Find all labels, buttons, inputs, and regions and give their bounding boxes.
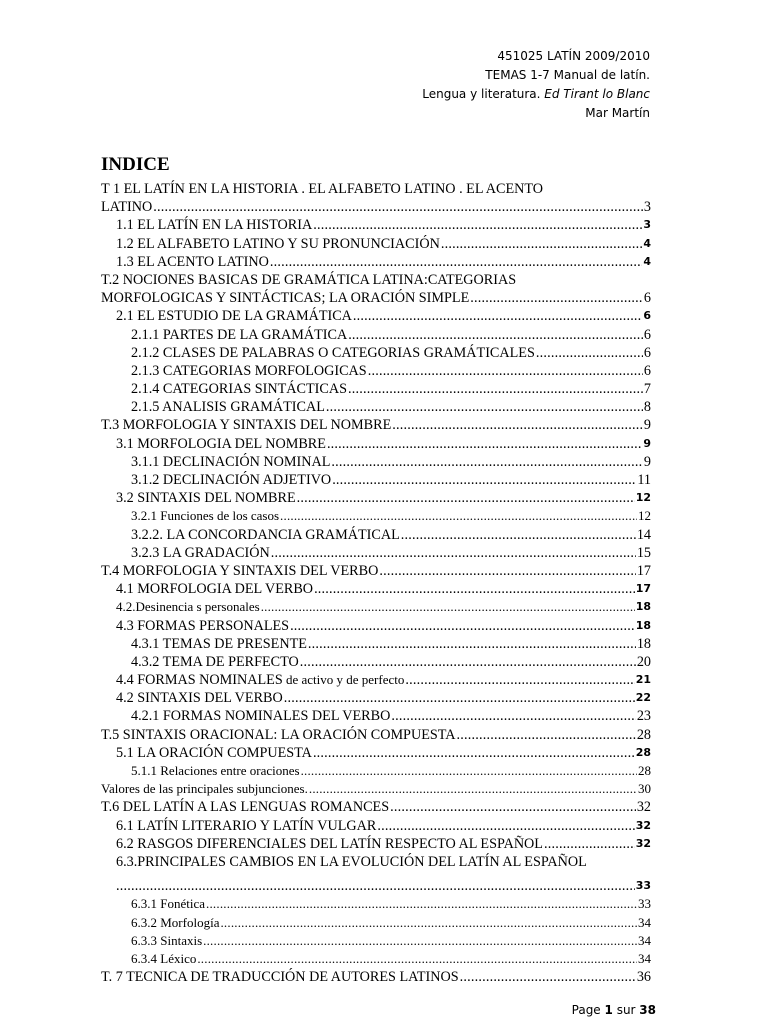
toc-entry-label: 1.2 EL ALFABETO LATINO Y SU PRONUNCIACIÓN: [116, 235, 440, 252]
leader-dots: [271, 544, 636, 562]
toc-entry-5-1[interactable]: [101, 744, 651, 762]
toc-page-number: 20: [636, 653, 651, 670]
toc-page-number: 18: [635, 600, 651, 614]
leader-dots: [326, 398, 643, 416]
leader-dots: [353, 307, 642, 325]
toc-page-number: 15: [636, 544, 651, 561]
toc-entry-4-4[interactable]: [101, 671, 651, 689]
toc-page-number: 28: [635, 745, 651, 759]
toc-page-number: 6: [643, 309, 651, 323]
header-author: Mar Martín: [585, 106, 650, 120]
toc-entry-6-3-line1[interactable]: [101, 853, 651, 871]
toc-entry-t2[interactable]: [101, 289, 651, 307]
header-course: 451025 LATÍN 2009/2010: [497, 49, 650, 63]
toc-entry-3-2-3[interactable]: [101, 544, 651, 562]
leader-dots: [314, 580, 635, 598]
leader-dots: [313, 744, 635, 762]
toc-entry-6-2[interactable]: [101, 835, 651, 853]
header-book-publisher: Ed Tirant lo Blanc: [544, 87, 650, 101]
leader-dots: [300, 653, 636, 671]
toc-page-number: 34: [638, 932, 651, 948]
toc-entry-label: 6.2 RASGOS DIFERENCIALES DEL LATÍN RESPECTO AL ESPAÑOL: [116, 835, 543, 852]
leader-dots: [470, 289, 643, 307]
toc-entry-3-1-2[interactable]: [101, 471, 651, 489]
toc-entry-label: 3.1.1 DECLINACIÓN NOMINAL: [131, 453, 331, 470]
page-title: INDICE: [101, 154, 170, 175]
toc-page-number: 9: [643, 417, 651, 434]
toc-page-number: 6: [643, 344, 651, 361]
toc-page-number: 18: [635, 618, 651, 632]
toc-entry-valores[interactable]: [101, 780, 651, 798]
toc-entry-3-1[interactable]: [101, 435, 651, 453]
toc-page-number: 3: [643, 218, 651, 232]
toc-entry-6-3-4[interactable]: [101, 950, 651, 968]
leader-dots: [391, 707, 635, 725]
toc-page-number: 12: [635, 491, 651, 505]
leader-dots: [544, 835, 635, 853]
toc-page-number: 28: [638, 763, 651, 779]
toc-entry-4-3-1[interactable]: [101, 635, 651, 653]
toc-entry-6-3-2[interactable]: [101, 914, 651, 932]
leader-dots: [206, 895, 637, 913]
leader-dots: [270, 253, 642, 271]
toc-page-number: 32: [636, 799, 651, 816]
toc-entry-label: 3.2.3 LA GRADACIÓN: [131, 544, 270, 561]
leader-dots: [405, 671, 634, 689]
toc-entry-label: 4.2.1 FORMAS NOMINALES DEL VERBO: [131, 708, 391, 725]
footer-page-number: 1: [604, 1003, 613, 1017]
toc-entry-3-2-1[interactable]: [101, 507, 651, 525]
leader-dots: [348, 380, 643, 398]
toc-entry-2-1-4[interactable]: [101, 380, 651, 398]
toc-entry-t6[interactable]: [101, 798, 651, 816]
leader-dots: [377, 817, 634, 835]
toc-page-number: 9: [643, 436, 651, 450]
leader-dots: [536, 344, 643, 362]
leader-dots: [203, 932, 637, 950]
leader-dots: [313, 216, 642, 234]
toc-entry-label: 2.1.1 PARTES DE LA GRAMÁTICA: [131, 326, 348, 343]
toc-page-number: 6: [643, 326, 651, 343]
toc-page-number: 28: [636, 726, 651, 743]
leader-dots: [331, 453, 643, 471]
leader-dots: [290, 617, 635, 635]
toc-entry-label: 5.1 LA ORACIÓN COMPUESTA: [116, 744, 312, 761]
toc-entry-t5[interactable]: [101, 726, 651, 744]
toc-entry-label: 4.3 FORMAS PERSONALES: [116, 617, 290, 634]
toc-page-number: 14: [636, 526, 651, 543]
leader-dots: [261, 598, 635, 616]
toc-entry-label: 6.3.2 Morfología: [131, 914, 220, 930]
leader-dots: [460, 968, 636, 986]
toc-page-number: 36: [636, 969, 651, 986]
toc-entry-4-1[interactable]: [101, 580, 651, 598]
toc-page-number: 21: [635, 673, 651, 687]
toc-entry-label: 6.3.4 Léxico: [131, 950, 197, 966]
toc-page-number: 9: [643, 453, 651, 470]
toc-entry-2-1[interactable]: [101, 307, 651, 325]
toc-page-number: 11: [637, 472, 651, 489]
toc-entry-2-1-3[interactable]: [101, 362, 651, 380]
toc-entry-label: 3.2.2. LA CONCORDANCIA GRAMÁTICAL: [131, 526, 400, 543]
toc-page-number: 34: [638, 914, 651, 930]
leader-dots: [153, 198, 643, 216]
header-book-title: Lengua y literatura.: [422, 87, 545, 101]
toc-entry-label: 3.1.2 DECLINACIÓN ADJETIVO: [131, 472, 332, 489]
leader-dots: [368, 362, 643, 380]
leader-dots: [441, 235, 643, 253]
toc-entry-label: 2.1.4 CATEGORIAS SINTÁCTICAS: [131, 381, 347, 398]
toc-entry-t7[interactable]: [101, 968, 651, 986]
toc-page-number: 12: [638, 508, 651, 524]
toc-entry-label: 2.1.2 CLASES DE PALABRAS O CATEGORIAS GRAMÁTICALES: [131, 344, 535, 361]
toc-entry-t2-line1[interactable]: [101, 271, 651, 289]
toc-entry-6-3-1[interactable]: [101, 895, 651, 913]
leader-dots: [379, 562, 635, 580]
toc-entry-label: 5.1.1 Relaciones entre oraciones: [131, 763, 300, 779]
toc-entry-label: 2.1.3 CATEGORIAS MORFOLOGICAS: [131, 362, 367, 379]
toc-entry-label: T. 7 TECNICA DE TRADUCCIÓN DE AUTORES LATINOS: [101, 969, 459, 986]
leader-dots: [284, 689, 635, 707]
toc-entry-label: 6.1 LATÍN LITERARIO Y LATÍN VULGAR: [116, 817, 377, 834]
toc-entry-label: 4.3.2 TEMA DE PERFECTO: [131, 653, 299, 670]
toc-entry-label: LATINO: [101, 199, 153, 216]
toc-page-number: 32: [635, 836, 651, 850]
toc-entry-label: 1.1 EL LATÍN EN LA HISTORIA: [116, 217, 313, 234]
toc-entry-4-3-2[interactable]: [101, 653, 651, 671]
toc-entry-3-2[interactable]: [101, 489, 651, 507]
toc-entry-label: 4.2.Desinencia s personales: [116, 599, 260, 615]
toc-page-number: 7: [643, 381, 651, 398]
footer-of-label: sur: [612, 1003, 640, 1017]
header-topics: TEMAS 1-7 Manual de latín.: [485, 68, 650, 82]
toc-entry-label: T.6 DEL LATÍN A LAS LENGUAS ROMANCES: [101, 799, 390, 816]
toc-page-number: 4: [643, 236, 651, 250]
toc-entry-label: Valores de las principales subjunciones.: [101, 781, 308, 797]
toc-entry-label-main: 4.4 FORMAS NOMINALES: [116, 672, 283, 689]
toc-page-number: 3: [643, 199, 651, 216]
toc-entry-6-3-3[interactable]: [101, 932, 651, 950]
toc-page-number: 8: [643, 399, 651, 416]
toc-page-number: 33: [638, 896, 651, 912]
toc-entry-label: 4.3.1 TEMAS DE PRESENTE: [131, 635, 307, 652]
toc-entry-4-2-desinencias[interactable]: [101, 598, 651, 616]
toc-entry-t4[interactable]: [101, 562, 651, 580]
toc-page-number: 23: [636, 708, 651, 725]
leader-dots: [308, 635, 636, 653]
toc-entry-2-1-1[interactable]: [101, 326, 651, 344]
toc-page-number: 17: [635, 582, 651, 596]
toc-entry-2-1-2[interactable]: [101, 344, 651, 362]
toc-entry-t1-line1[interactable]: [101, 180, 651, 198]
toc-entry-label: 1.3 EL ACENTO LATINO: [116, 253, 269, 270]
leader-dots: [197, 950, 637, 968]
toc-entry-label: 6.3.1 Fonética: [131, 896, 206, 912]
toc-page-number: 32: [635, 818, 651, 832]
toc-page-number: 6: [643, 290, 651, 307]
document-header: [422, 47, 650, 123]
toc-entry-label: T.2 NOCIONES BASICAS DE GRAMÁTICA LATINA:CATEGORIAS: [101, 271, 517, 288]
table-of-contents: [101, 180, 651, 986]
toc-entry-t3[interactable]: [101, 416, 651, 434]
toc-page-number: 34: [638, 950, 651, 966]
leader-dots: [327, 435, 642, 453]
toc-entry-1-3[interactable]: [101, 253, 651, 271]
toc-page-number: 33: [635, 879, 651, 893]
leader-dots: [390, 798, 636, 816]
toc-entry-2-1-5[interactable]: [101, 398, 651, 416]
leader-dots: [401, 526, 636, 544]
toc-entry-5-1-1[interactable]: [101, 762, 651, 780]
toc-entry-1-2[interactable]: [101, 235, 651, 253]
leader-dots: [297, 489, 635, 507]
toc-entry-label-suffix: de activo y de perfecto: [282, 672, 405, 688]
toc-entry-label: MORFOLOGICAS Y SINTÁCTICAS; LA ORACIÓN SIMPLE: [101, 290, 470, 307]
toc-page-number: 17: [636, 562, 651, 579]
toc-entry-label: 3.2 SINTAXIS DEL NOMBRE: [116, 490, 296, 507]
leader-dots: [220, 914, 637, 932]
toc-entry-label: 6.3.3 Sintaxis: [131, 932, 203, 948]
page-footer: [572, 1003, 656, 1017]
toc-entry-t1[interactable]: [101, 198, 651, 216]
toc-entry-6-1[interactable]: [101, 817, 651, 835]
toc-entry-label: 2.1 EL ESTUDIO DE LA GRAMÁTICA: [116, 308, 352, 325]
toc-entry-label: T.4 MORFOLOGIA Y SINTAXIS DEL VERBO: [101, 562, 379, 579]
toc-page-number: 22: [635, 691, 651, 705]
toc-entry-label: 2.1.5 ANALISIS GRAMÁTICAL: [131, 399, 325, 416]
toc-entry-label: 3.1 MORFOLOGIA DEL NOMBRE: [116, 435, 326, 452]
toc-entry-label: 4.2 SINTAXIS DEL VERBO: [116, 690, 283, 707]
toc-page-number: 6: [643, 362, 651, 379]
toc-entry-label: [116, 671, 404, 689]
toc-entry-label: 4.1 MORFOLOGIA DEL VERBO: [116, 581, 314, 598]
toc-entry-label: T.3 MORFOLOGIA Y SINTAXIS DEL NOMBRE: [101, 417, 392, 434]
toc-entry-label: T 1 EL LATÍN EN LA HISTORIA . EL ALFABETO LATINO . EL ACENTO: [101, 181, 544, 197]
toc-entry-label: 3.2.1 Funciones de los casos: [131, 508, 280, 524]
toc-entry-4-2-1[interactable]: [101, 707, 651, 725]
toc-entry-4-3[interactable]: [101, 617, 651, 635]
leader-dots: [309, 780, 637, 798]
footer-page-label: Page: [571, 1003, 605, 1017]
toc-entry-4-2-sintaxis[interactable]: [101, 689, 651, 707]
toc-entry-label: 6.3.PRINCIPALES CAMBIOS EN LA EVOLUCIÓN DEL LATÍN AL ESPAÑOL: [116, 853, 587, 870]
leader-dots: [332, 471, 636, 489]
toc-entry-6-3[interactable]: [101, 877, 651, 895]
toc-entry-3-2-2[interactable]: [101, 526, 651, 544]
leader-dots: [116, 877, 635, 895]
leader-dots: [457, 726, 636, 744]
toc-page-number: 30: [638, 781, 651, 797]
header-book: [422, 85, 650, 104]
footer-page-total: 38: [639, 1003, 656, 1017]
leader-dots: [301, 762, 637, 780]
leader-dots: [392, 416, 643, 434]
toc-entry-1-1[interactable]: [101, 216, 651, 234]
toc-entry-3-1-1[interactable]: [101, 453, 651, 471]
toc-page-number: 18: [636, 635, 651, 652]
leader-dots: [348, 326, 643, 344]
leader-dots: [280, 507, 637, 525]
toc-page-number: 4: [643, 254, 651, 268]
toc-entry-label: T.5 SINTAXIS ORACIONAL: LA ORACIÓN COMPUESTA: [101, 726, 456, 743]
